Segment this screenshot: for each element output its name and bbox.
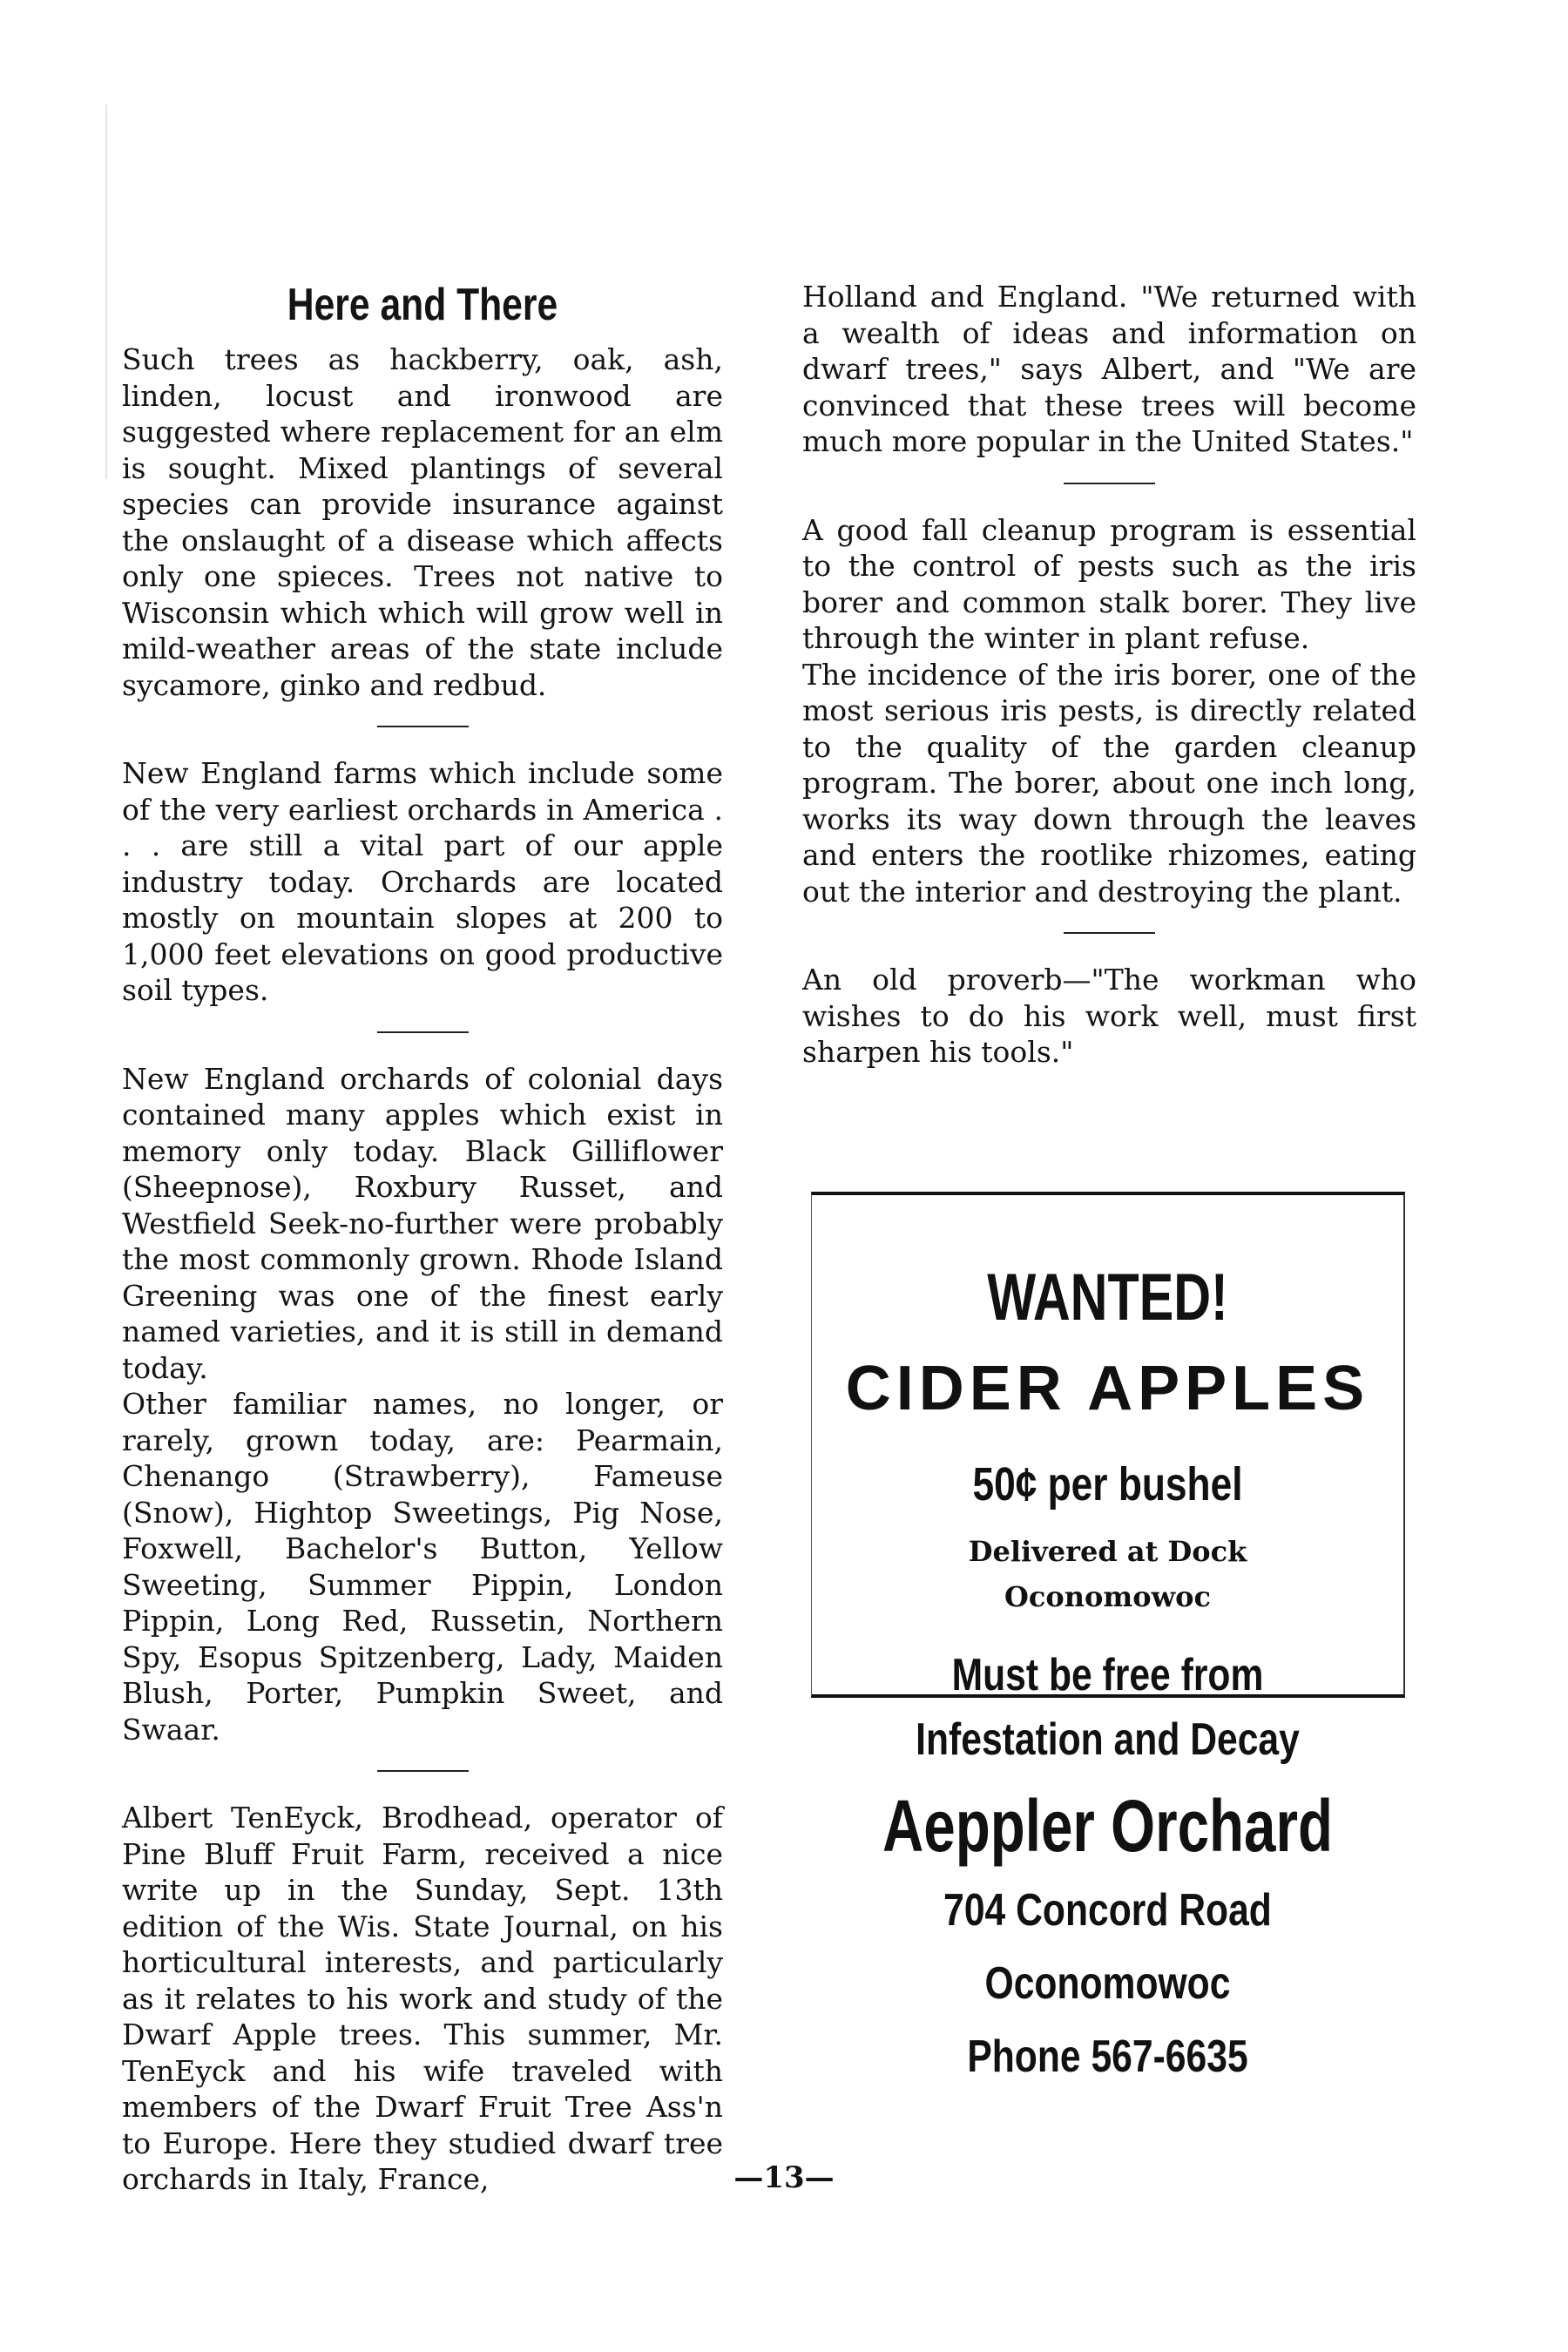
article-heading: Here and There bbox=[287, 280, 558, 330]
section-divider bbox=[377, 1031, 469, 1033]
paragraph-trees: Such trees as hackberry, oak, ash, linden, locust and ironwood are suggested where replacement for an elm is sought. Mixed plantings of several species can provide insurance against the onslaught of a disease which affects only one spieces. Trees not native to Wisconsin which which will grow well in mild-weather areas of the state include sycamore, ginko and redbud. bbox=[122, 342, 723, 702]
paragraph-colonial-orchards: New England orchards of colonial days contained many apples which exist in memory only today. Black Gilliflower (Sheepnose), Roxbury Russet, and Westfield Seek-no-further were probably the most commonly grown. Rhode Island Greening was one of the finest early named varieties, and it is still in demand today. bbox=[122, 1061, 723, 1385]
paragraph-new-england-farms: New England farms which include some of the very earliest orchards in America . . . are still a vital part of our apple industry today. Orchards are located mostly on mountain slopes at 200 to 1,000 feet elevations on good productive soil types. bbox=[122, 756, 723, 1007]
section-divider bbox=[377, 1770, 469, 1772]
ad-seller-name: Aeppler Orchard bbox=[882, 1785, 1334, 1867]
section-divider bbox=[377, 726, 469, 727]
ad-product: CIDER APPLES bbox=[845, 1354, 1370, 1423]
paragraph-iris-borer: The incidence of the iris borer, one of the most serious iris pests, is directly related to the quality of the garden cleanup program. The borer, about one inch long, works its way down through the leaves and enters the rootlike rhizomes, eating out the interior and destroying the plant. bbox=[802, 657, 1416, 909]
page-edge-mark bbox=[105, 105, 107, 479]
ad-price: 50¢ per bushel bbox=[972, 1458, 1243, 1511]
ad-address: 704 Concord Road bbox=[943, 1885, 1272, 1936]
ad-delivery: Delivered at Dock bbox=[968, 1535, 1247, 1568]
left-column bbox=[122, 279, 723, 2198]
ad-condition-line-2: Infestation and Decay bbox=[916, 1714, 1300, 1765]
paragraph-teneyck-continued: Holland and England. "We returned with a wealth of ideas and information on dwarf trees," says Albert, and "We are convinced that these trees will become much more popular in the United States." bbox=[802, 280, 1416, 458]
section-divider bbox=[1064, 483, 1155, 484]
paragraph-teneyck: Albert TenEyck, Brodhead, operator of Pine Bluff Fruit Farm, received a nice write up in the Sunday, Sept. 13th edition of the Wis. State Journal, on his horticultural interests, and particularly as it relates to his work and study of the Dwarf Apple trees. This summer, Mr. TenEyck and his wife traveled with members of the Dwarf Fruit Tree Ass'n to Europe. Here they studied dwarf tree orchards in Italy, France, bbox=[122, 1801, 723, 2196]
ad-delivery-location: Oconomowoc bbox=[1004, 1580, 1211, 1613]
ad-condition-line-1: Must be free from bbox=[951, 1650, 1264, 1700]
paragraph-fall-cleanup: A good fall cleanup program is essential to the control of pests such as the iris borer and common stalk borer. They live through the winter in plant refuse. bbox=[802, 512, 1416, 655]
ad-phone: Phone 567-6635 bbox=[967, 2031, 1248, 2082]
right-column bbox=[802, 279, 1416, 1071]
cider-apples-advertisement bbox=[811, 1192, 1405, 2082]
section-divider bbox=[1064, 932, 1155, 934]
paragraph-proverb: An old proverb—"The workman who wishes to do his work well, must first sharpen his tools." bbox=[802, 963, 1416, 1069]
paragraph-familiar-names: Other familiar names, no longer, or rarely, grown today, are: Pearmain, Chenango (Strawberry), Fameuse (Snow), Hightop Sweetings, Pig Nose, Foxwell, Bachelor's Button, Yellow Sweeting, Summer Pippin, London Pippin, Long Red, Russetin, Northern Spy, Esopus Spitzenberg, Lady, Maiden Blush, Porter, Pumpkin Sweet, and Swaar. bbox=[122, 1387, 723, 1747]
ad-city: Oconomowoc bbox=[984, 1958, 1231, 2009]
ad-wanted-headline: WANTED! bbox=[987, 1260, 1228, 1335]
page-number: —13— bbox=[733, 2160, 835, 2195]
